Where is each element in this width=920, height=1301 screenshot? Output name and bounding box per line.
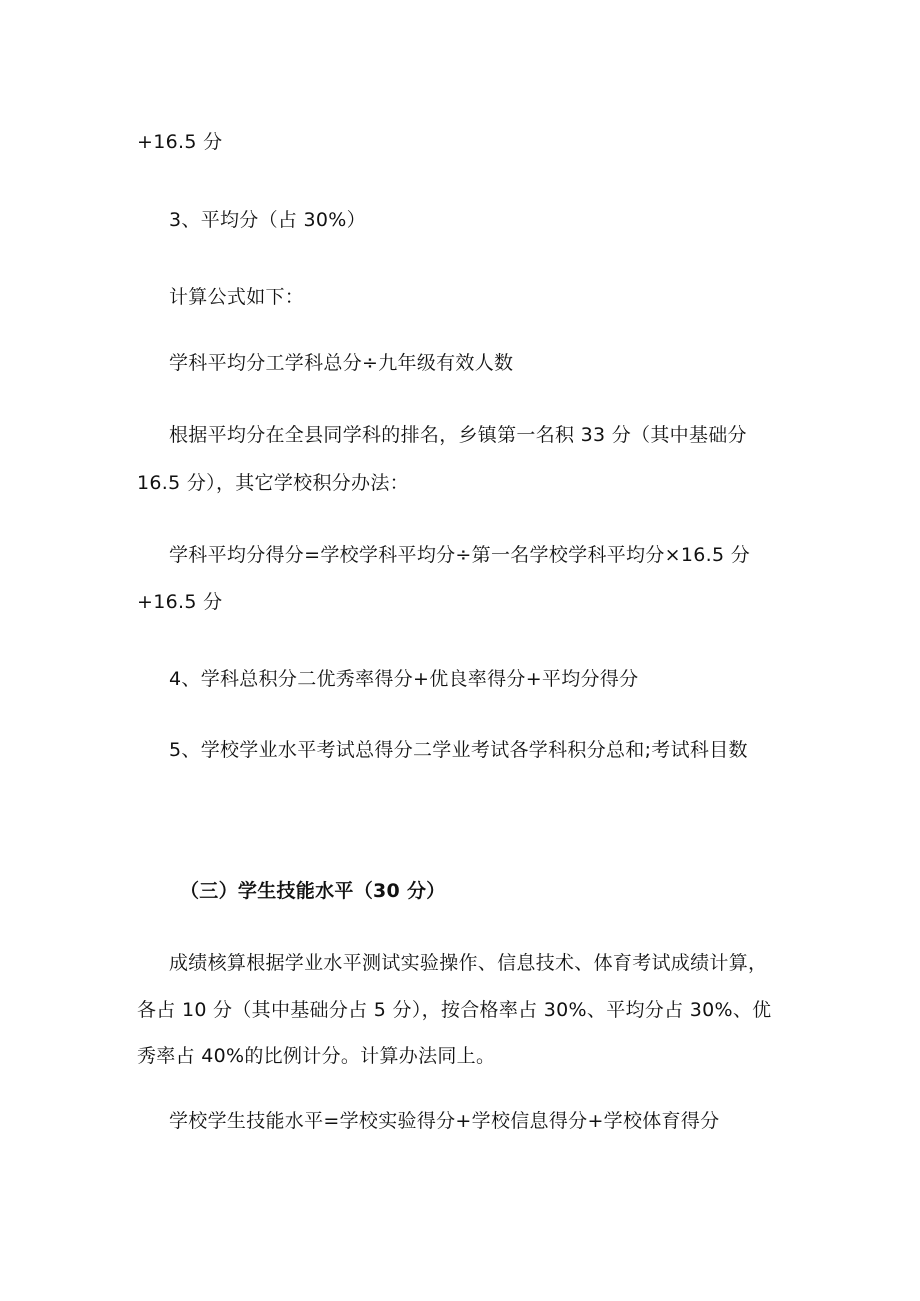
text-line: 各占 10 分（其中基础分占 5 分），按合格率占 30%、平均分占 30%、优	[137, 999, 772, 1021]
formula-line: 学校学生技能水平=学校实验得分+学校信息得分+学校体育得分	[169, 1110, 720, 1132]
text-line: 计算公式如下：	[169, 286, 305, 308]
text-line: +16.5 分	[137, 591, 223, 613]
list-item: 4、学科总积分二优秀率得分+优良率得分+平均分得分	[169, 668, 639, 690]
text-line: 16.5 分），其它学校积分办法：	[137, 472, 409, 494]
section-heading-average: 3、平均分（占 30%）	[169, 209, 366, 231]
text-line: 秀率占 40%的比例计分。计算办法同上。	[137, 1045, 496, 1067]
formula-line: 学科平均分得分=学校学科平均分÷第一名学校学科平均分×16.5 分	[169, 544, 751, 566]
text-line: 成绩核算根据学业水平测试实验操作、信息技术、体育考试成绩计算，	[169, 952, 768, 974]
text-line: 根据平均分在全县同学科的排名，乡镇第一名积 33 分（其中基础分	[169, 424, 747, 446]
text-line: +16.5 分	[137, 131, 223, 153]
list-item: 5、学校学业水平考试总得分二学业考试各学科积分总和;考试科目数	[169, 739, 748, 761]
section-heading-skills: （三）学生技能水平（30 分）	[180, 880, 446, 902]
formula-line: 学科平均分工学科总分÷九年级有效人数	[169, 352, 514, 374]
